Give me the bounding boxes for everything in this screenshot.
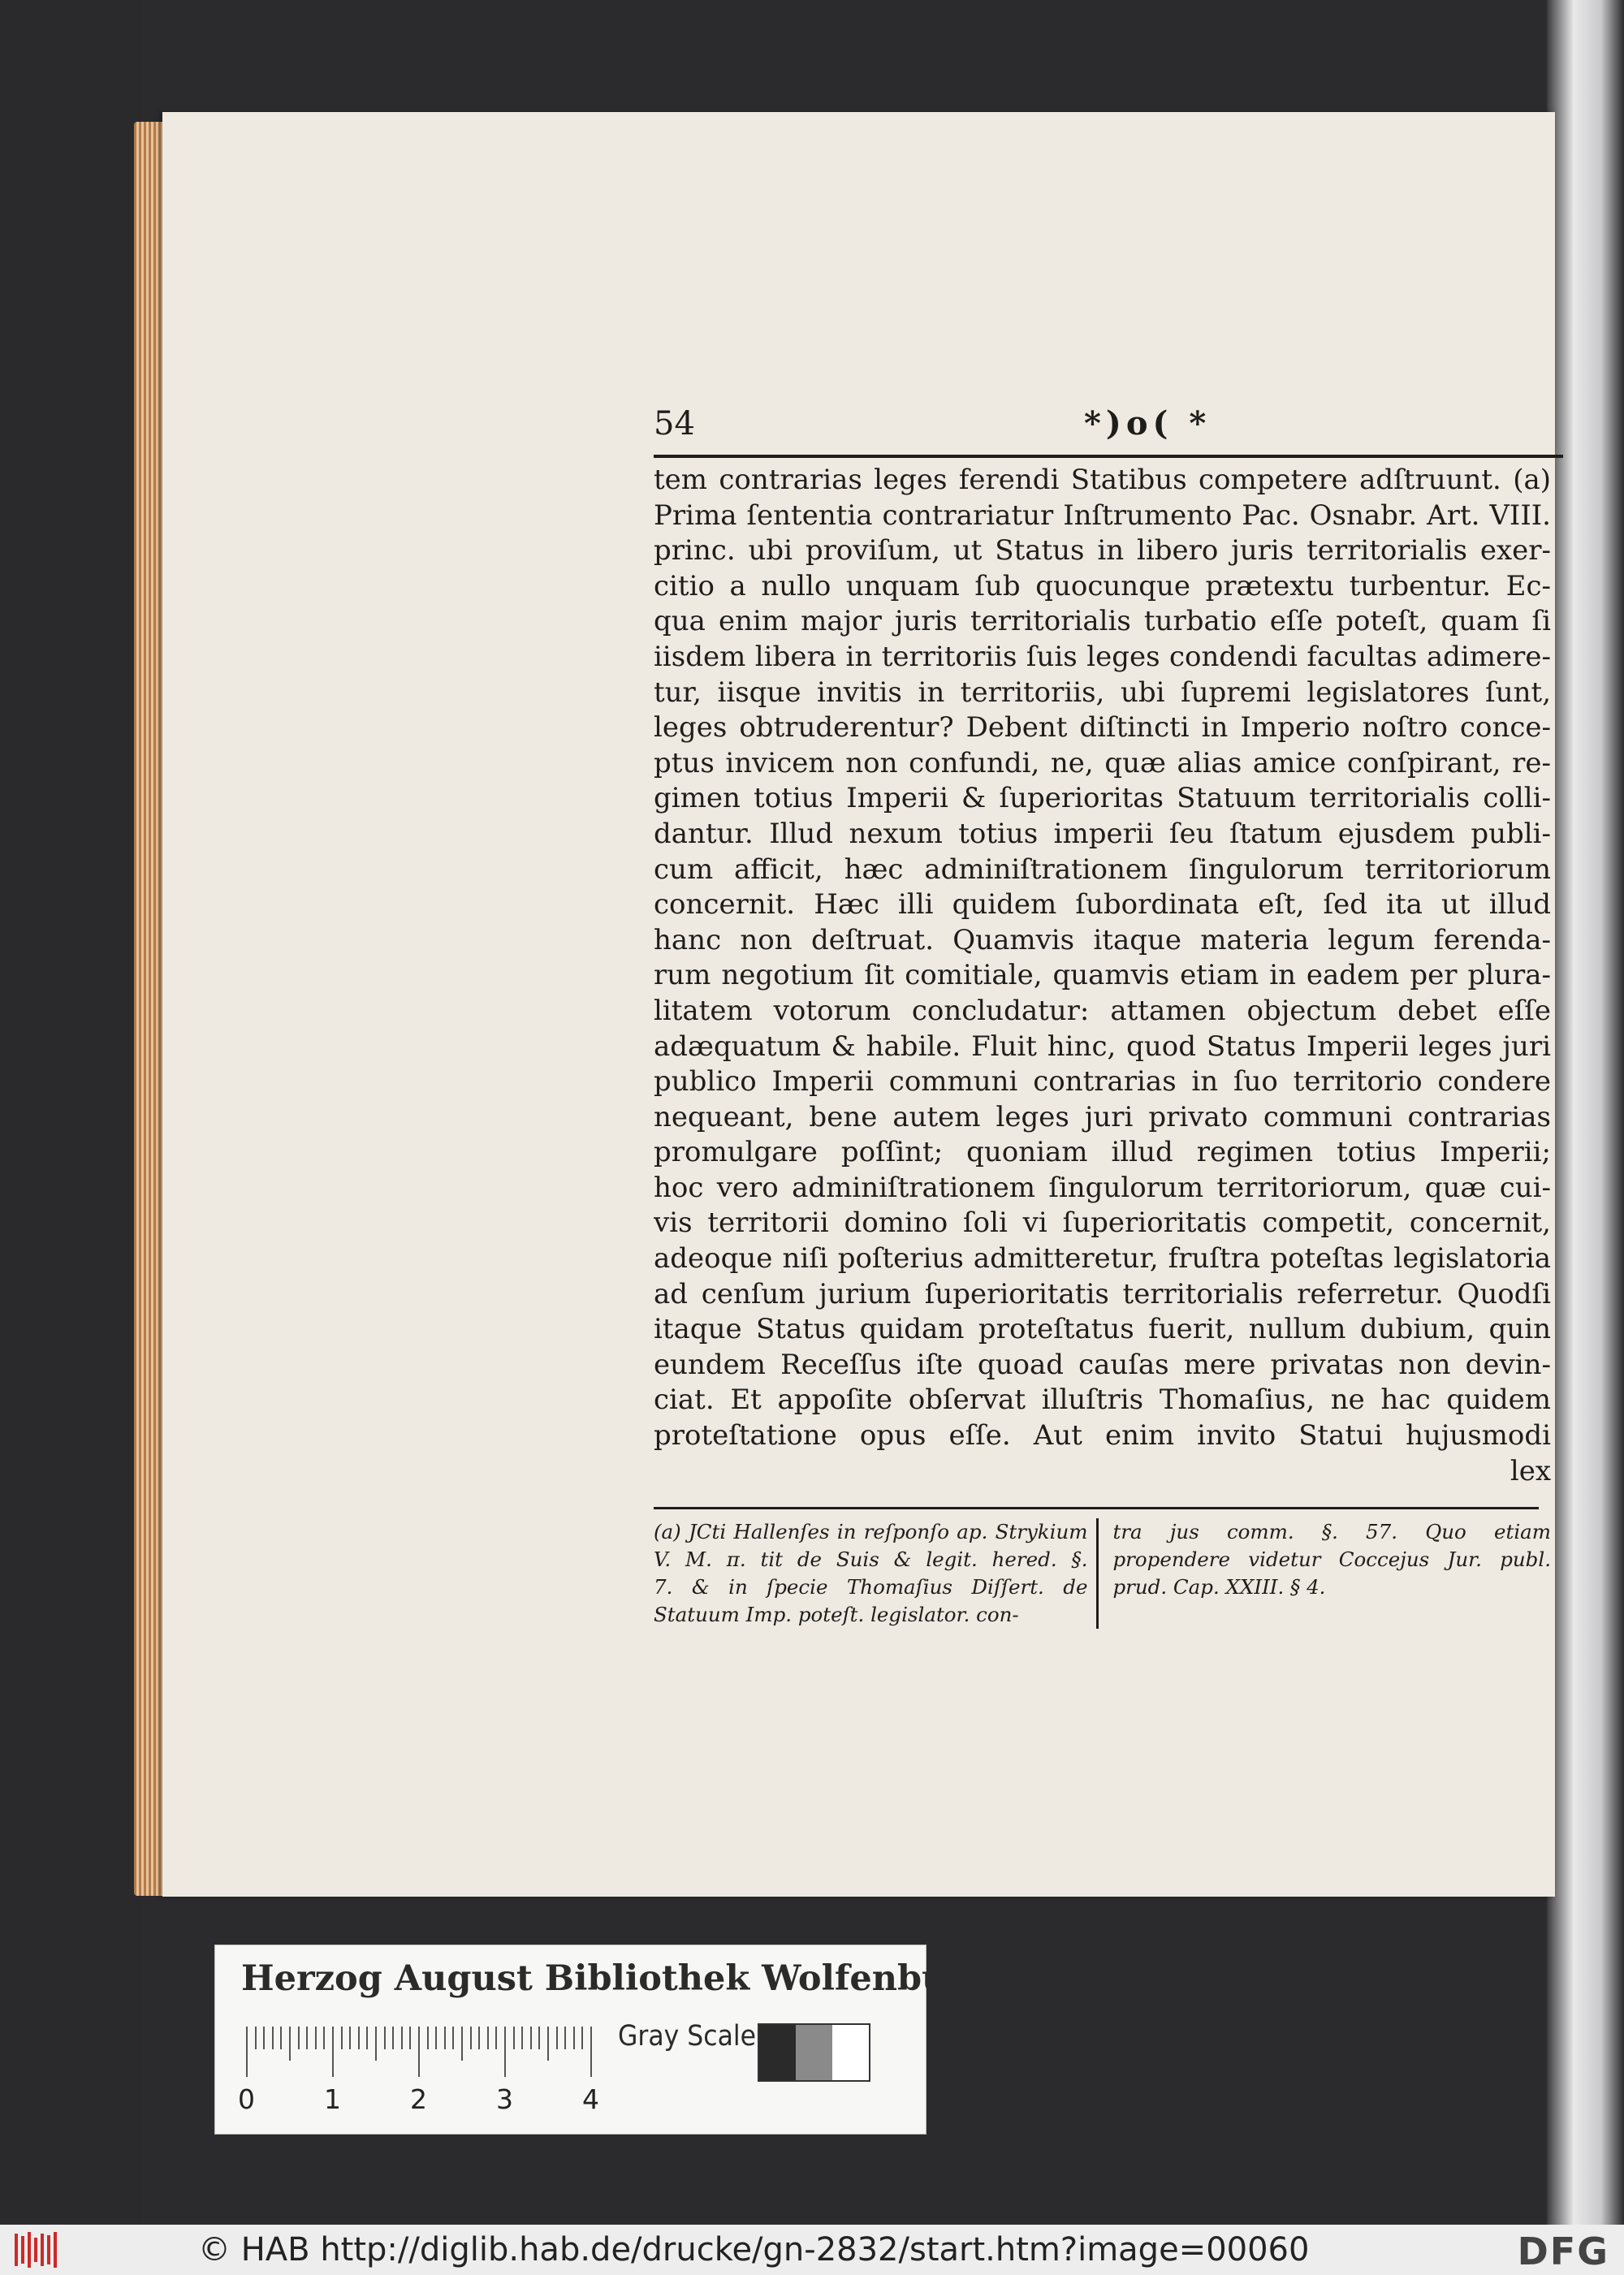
ruler-tick [547, 2027, 549, 2061]
library-title: Herzog August Bibliothek Wolfenbüttel [241, 1958, 1015, 1999]
ruler-tick [478, 2027, 480, 2049]
grayscale-swatch [796, 2025, 832, 2080]
ruler-tick [461, 2027, 463, 2061]
backdrop-left [0, 0, 142, 2225]
hab-logo-bar [15, 2234, 18, 2266]
ruler-tick [513, 2027, 515, 2049]
hab-logo-icon[interactable] [3, 2230, 68, 2269]
text-line: hanc non deſtruat. Quamvis itaque materia legum ferenda- [654, 923, 1551, 956]
text-line: rum negotium ſit comitiale, quamvis etiam in eadem per plura- [654, 959, 1551, 992]
ruler-tick [470, 2027, 472, 2049]
hab-logo-bar [21, 2236, 24, 2264]
text-line: tem contrarias leges ferendi Statibus competere adſtruunt. (a) [654, 464, 1551, 496]
hab-logo-bar [54, 2232, 57, 2268]
ruler-tick [323, 2027, 325, 2049]
ruler-tick [590, 2027, 592, 2077]
text-line: hoc vero adminiſtrationem ſingulorum territoriorum, quæ cui- [654, 1171, 1551, 1204]
hab-logo-bar [34, 2238, 37, 2262]
ruler-tick [487, 2027, 489, 2049]
ruler-tick [384, 2027, 386, 2049]
text-line: citio a nullo unquam ſub quocunque prætextu turbentur. Ec- [654, 569, 1551, 602]
footnote-line: tra jus comm. §. 57. Quo etiam [1112, 1520, 1551, 1543]
ruler-tick [255, 2027, 257, 2049]
ruler-tick [444, 2027, 446, 2049]
ruler-tick [306, 2027, 308, 2049]
text-line: leges obtruderentur? Debent diſtincti in Imperio noſtro conce- [654, 711, 1551, 745]
ruler-tick [573, 2027, 575, 2049]
grayscale-swatch [759, 2025, 796, 2080]
text-line: eundem Receſſus iſte quoad cauſas mere privatas non devin- [654, 1348, 1551, 1381]
source-url-text[interactable]: © HAB http://diglib.hab.de/drucke/gn-2832/start.htm?image=00060 [198, 2231, 1310, 2269]
library-label-card [214, 1945, 1015, 2135]
hab-logo-bar [47, 2235, 50, 2264]
grayscale-swatch [832, 2025, 869, 2080]
ruler-tick [581, 2027, 583, 2049]
ruler-tick [341, 2027, 343, 2049]
text-line: tur, iisque invitis in territoriis, ubi ſupremi legislatores ſunt, [654, 676, 1551, 709]
text-line: qua enim major juris territorialis turbatio eſſe poteſt, quam ſi [654, 605, 1551, 638]
ruler-tick [246, 2027, 248, 2077]
ruler-tick [392, 2027, 394, 2049]
scale-ruler [246, 2027, 605, 2077]
text-line: gimen totius Imperii & ſuperioritas Statuum territorialis colli- [654, 782, 1551, 815]
text-line: adæquatum & habile. Fluit hinc, quod Status Imperii leges juri [654, 1030, 1551, 1063]
text-line: ptus invicem non confundi, ne, quæ alias amice conſpirant, re- [654, 746, 1551, 779]
footnote-line: V. M. π. tit de Suis & legit. hered. §. [654, 1548, 1088, 1571]
ruler-tick [272, 2027, 274, 2049]
hab-logo-bar [28, 2232, 31, 2268]
ruler-number: 2 [410, 2083, 427, 2115]
ruler-tick [358, 2027, 360, 2049]
page-stack-edge [134, 122, 166, 1896]
text-line: proteſtatione opus eſſe. Aut enim invito Statui hujusmodi [654, 1419, 1551, 1453]
ruler-tick [366, 2027, 368, 2049]
running-head [654, 404, 1563, 450]
body-text [654, 463, 1551, 1489]
ruler-tick [349, 2027, 351, 2049]
ruler-tick [263, 2027, 265, 2049]
ruler-tick [452, 2027, 454, 2049]
text-line: itaque Status quidam proteſtatus fuerit, nullum dubium, quin [654, 1313, 1551, 1346]
text-line: concernit. Hæc illi quidem ſubordinata eſt, ſed ita ut illud [654, 888, 1551, 922]
text-line: cum afficit, hæc adminiſtrationem ſingulorum territoriorum [654, 853, 1551, 886]
ruler-tick [401, 2027, 403, 2049]
running-head-ornament: *)o( * [1084, 404, 1212, 442]
grayscale-bar [758, 2023, 870, 2082]
text-line: vis territorii domino ſoli vi ſuperioritatis competit, concernit, [654, 1207, 1551, 1240]
ruler-tick [280, 2027, 282, 2049]
ruler-number: 4 [582, 2083, 599, 2115]
ruler-number: 3 [496, 2083, 513, 2115]
footnote-rule [654, 1507, 1539, 1509]
footnote-line: propendere videtur Coccejus Jur. publ. [1112, 1548, 1551, 1571]
footnote-line: Statuum Imp. poteſt. legislator. con- [654, 1603, 1019, 1626]
text-line: dantur. Illud nexum totius imperii ſeu ſtatum ejusdem publi- [654, 817, 1551, 850]
footnote-column-right [1099, 1518, 1552, 1629]
text-line: nequeant, bene autem leges juri privato communi contrarias [654, 1100, 1551, 1133]
text-line: litatem votorum concludatur: attamen objectum debet eſſe [654, 994, 1551, 1027]
ruler-tick [409, 2027, 411, 2049]
footnote-line: 7. & in ſpecie Thomaſius Diſſert. de [654, 1575, 1088, 1599]
ruler-tick [427, 2027, 429, 2049]
book-binding-edge [1547, 0, 1624, 2225]
text-line: publico Imperii communi contrarias in ſuo territorio condere [654, 1065, 1551, 1099]
text-line: ciat. Et appoſite obſervat illuſtris Thomaſius, ne hac quidem [654, 1384, 1551, 1417]
text-line: adeoque niſi poſterius admitteretur, fruſtra poteſtas legislatoria [654, 1242, 1551, 1276]
grayscale-label: Gray Scale [618, 2020, 756, 2053]
text-line: Prima ſententia contrariatur Inſtrumento Pac. Osnabr. Art. VIII. [654, 499, 1551, 532]
ruler-tick [564, 2027, 566, 2049]
footnote-line: (a) JCti Hallenſes in reſponſo ap. Strykium [654, 1520, 1088, 1543]
page-number: 54 [654, 405, 695, 442]
footnote-column-left [654, 1518, 1099, 1629]
hab-logo-bar [41, 2234, 44, 2266]
catchword: lex [1510, 1454, 1551, 1487]
ruler-tick [556, 2027, 558, 2049]
book-page [162, 112, 1555, 1897]
ruler-tick [315, 2027, 317, 2049]
head-rule [654, 455, 1563, 458]
ruler-tick [375, 2027, 377, 2061]
ruler-number: 0 [238, 2083, 255, 2115]
text-line: ad cenſum jurium ſuperioritatis territorialis referretur. Quodſi [654, 1277, 1551, 1310]
text-line: iisdem libera in territoriis ſuis leges condendi facultas adimere- [654, 640, 1551, 673]
dfg-logo[interactable]: DFG [1517, 2230, 1609, 2273]
ruler-tick [418, 2027, 420, 2077]
ruler-tick [435, 2027, 437, 2049]
ruler-tick [504, 2027, 506, 2077]
ruler-number: 1 [324, 2083, 341, 2115]
ruler-tick [289, 2027, 291, 2061]
footnotes [654, 1518, 1551, 1629]
ruler-tick [538, 2027, 540, 2049]
ruler-tick [521, 2027, 523, 2049]
ruler-tick [298, 2027, 300, 2049]
ruler-tick [332, 2027, 334, 2077]
text-line: princ. ubi proviſum, ut Status in libero juris territorialis exer- [654, 534, 1551, 568]
text-line: promulgare poſſint; quoniam illud regimen totius Imperii; [654, 1136, 1551, 1169]
ruler-tick [530, 2027, 532, 2049]
footer-bar [0, 2225, 1624, 2275]
ruler-tick [495, 2027, 497, 2049]
footnote-line: prud. Cap. XXIII. § 4. [1112, 1575, 1326, 1599]
